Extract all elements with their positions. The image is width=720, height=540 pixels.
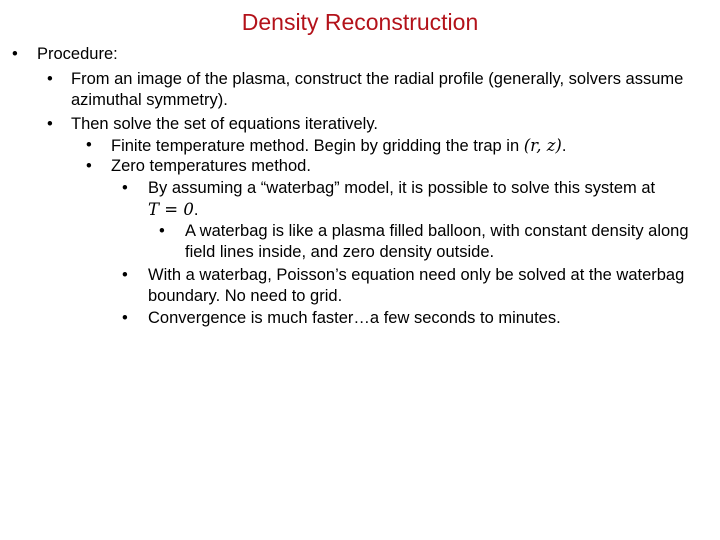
bullet-zero-temperatures: • [86, 157, 92, 175]
math-r-z: (r, z) [523, 136, 562, 155]
radial-profile-line1: From an image of the plasma, construct the radial profile (generally, solvers assume [71, 70, 684, 88]
balloon-line2: field lines inside, and zero density outside. [185, 243, 495, 261]
bullet-convergence: • [122, 309, 128, 327]
zero-temperatures-text: Zero temperatures method. [111, 157, 311, 175]
bullet-poisson: • [122, 266, 128, 284]
bullet-waterbag-model: • [122, 179, 128, 197]
solve-iteratively-text: Then solve the set of equations iteratively. [71, 115, 378, 133]
bullet-finite-temperature: • [86, 136, 92, 154]
bullet-radial-profile: • [47, 70, 53, 88]
math-t-equals-0: T = 0 [148, 200, 194, 219]
finite-temperature-text: Finite temperature method. Begin by gridding the trap in (r, z). [111, 136, 567, 155]
balloon-line1: A waterbag is like a plasma filled balloon, with constant density along [185, 222, 689, 240]
procedure-heading: Procedure: [37, 45, 118, 63]
bullet-procedure: • [12, 45, 18, 63]
waterbag-model-line2: T = 0. [148, 200, 199, 219]
poisson-line1: With a waterbag, Poisson’s equation need only be solved at the waterbag [148, 266, 685, 284]
radial-profile-line2: azimuthal symmetry). [71, 91, 228, 109]
slide-title: Density Reconstruction [241, 9, 479, 35]
bullet-solve-iteratively: • [47, 115, 53, 133]
waterbag-model-line1: By assuming a “waterbag” model, it is possible to solve this system at [148, 179, 656, 197]
bullet-balloon: • [159, 222, 165, 240]
convergence-text: Convergence is much faster…a few seconds to minutes. [148, 309, 561, 327]
poisson-line2: boundary. No need to grid. [148, 287, 343, 305]
